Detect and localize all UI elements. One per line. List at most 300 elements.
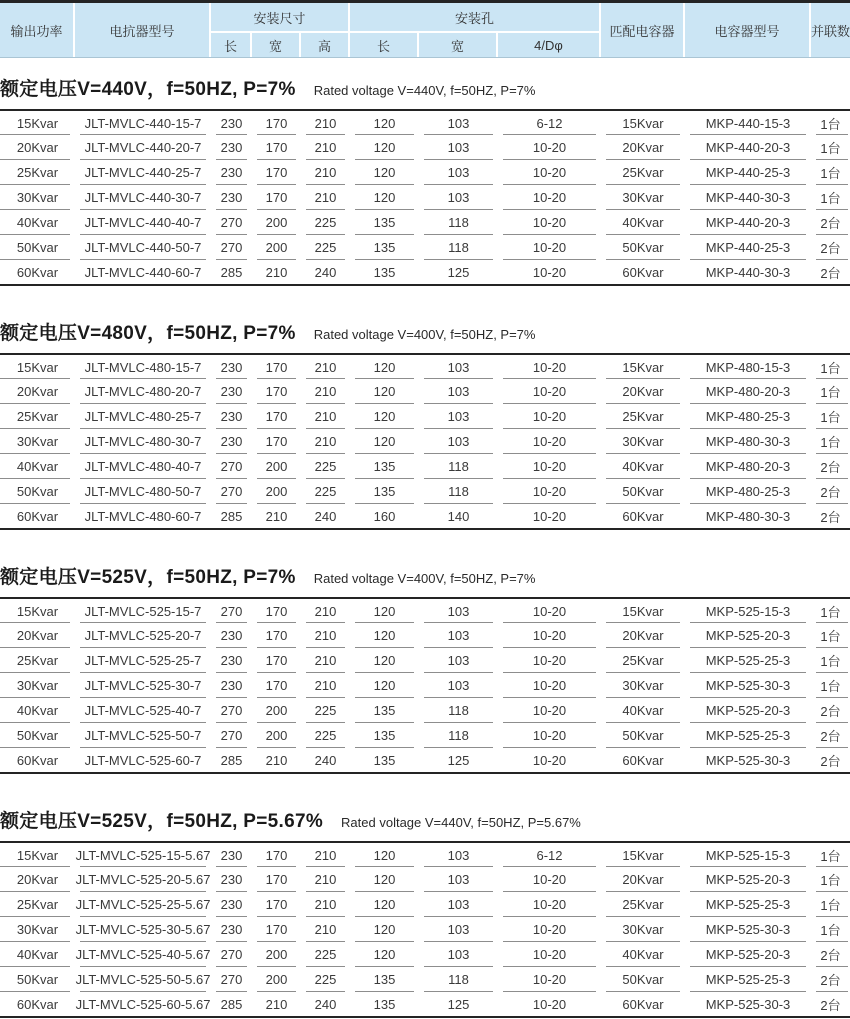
cell-size-width: 170 [252,379,301,404]
cell-size-height: 225 [301,235,350,260]
cell-size-width: 200 [252,967,301,992]
cell-hole-diameter: 10-20 [498,598,601,623]
table-row [0,354,850,379]
table-row [0,235,850,260]
cell-size-length: 230 [211,160,252,185]
cell-hole-length: 120 [350,598,419,623]
cell-capacitor-model: MKP-480-30-3 [685,429,811,454]
cell-size-height: 210 [301,404,350,429]
table-row [0,917,850,942]
section-title-zh: 额定电压V=440V，f=50HZ, P=7% [0,79,296,100]
cell-size-length: 270 [211,454,252,479]
cell-hole-width: 103 [419,135,498,160]
cell-hole-length: 120 [350,673,419,698]
cell-size-height: 210 [301,867,350,892]
cell-size-width: 200 [252,698,301,723]
cell-hole-diameter: 10-20 [498,354,601,379]
cell-size-length: 230 [211,379,252,404]
cell-matching-capacitor: 20Kvar [601,135,685,160]
cell-hole-diameter: 10-20 [498,454,601,479]
section-title [0,562,850,589]
cell-size-width: 200 [252,723,301,748]
cell-hole-width: 103 [419,623,498,648]
cell-output-power: 50Kvar [0,235,75,260]
cell-size-width: 200 [252,210,301,235]
cell-size-height: 210 [301,429,350,454]
cell-output-power: 25Kvar [0,160,75,185]
cell-size-height: 210 [301,598,350,623]
table-row [0,454,850,479]
cell-hole-diameter: 10-20 [498,648,601,673]
cell-parallel-count: 2台 [811,235,850,260]
cell-output-power: 60Kvar [16,264,59,280]
col-header-mounting-size: 安装尺寸 [211,3,350,31]
cell-size-width: 210 [265,264,288,280]
cell-size-width: 200 [252,942,301,967]
cell-parallel-count: 1台 [811,354,850,379]
section-data-table [0,841,850,1018]
cell-size-length: 270 [211,698,252,723]
cell-hole-width: 140 [447,508,470,524]
section-title-zh: 额定电压V=480V，f=50HZ, P=7% [0,323,296,344]
cell-hole-width: 103 [419,892,498,917]
cell-matching-capacitor: 20Kvar [601,379,685,404]
cell-parallel-count: 2台 [820,265,841,281]
cell-hole-diameter: 6-12 [498,110,601,135]
cell-hole-width: 118 [419,454,498,479]
cell-size-length: 230 [211,623,252,648]
cell-capacitor-model: MKP-525-25-3 [685,648,811,673]
cell-hole-length: 135 [350,235,419,260]
cell-parallel-count: 1台 [811,917,850,942]
cell-matching-capacitor: 50Kvar [601,479,685,504]
cell-capacitor-model: MKP-440-25-3 [685,160,811,185]
cell-parallel-count: 1台 [811,379,850,404]
cell-size-width: 170 [252,842,301,867]
cell-output-power: 20Kvar [0,867,75,892]
cell-reactor-model: JLT-MVLC-525-25-5.67 [75,892,211,917]
cell-matching-capacitor: 60Kvar [622,264,664,280]
cell-size-height: 210 [301,135,350,160]
cell-size-length: 270 [211,479,252,504]
cell-output-power: 50Kvar [0,967,75,992]
cell-hole-width: 118 [419,698,498,723]
cell-hole-length: 135 [350,479,419,504]
sections-container [0,74,850,1018]
cell-size-length: 270 [211,967,252,992]
cell-hole-width: 103 [419,867,498,892]
cell-reactor-model: JLT-MVLC-440-20-7 [75,135,211,160]
cell-output-power: 60Kvar [16,508,59,524]
table-row [0,748,850,773]
cell-reactor-model: JLT-MVLC-480-30-7 [75,429,211,454]
cell-size-height: 225 [301,698,350,723]
table-row [0,867,850,892]
cell-reactor-model: JLT-MVLC-440-60-7 [84,264,202,280]
cell-matching-capacitor: 25Kvar [601,404,685,429]
cell-hole-length: 135 [350,454,419,479]
cell-reactor-model: JLT-MVLC-525-60-5.67 [75,996,211,1012]
cell-size-height: 225 [301,479,350,504]
cell-size-length: 230 [211,842,252,867]
cell-hole-diameter: 10-20 [498,698,601,723]
cell-output-power: 40Kvar [0,942,75,967]
cell-matching-capacitor: 30Kvar [601,917,685,942]
col-header-reactor-model: 电抗器型号 [75,3,211,57]
cell-hole-diameter: 10-20 [498,892,601,917]
cell-output-power: 15Kvar [0,842,75,867]
table-row [0,648,850,673]
cell-reactor-model: JLT-MVLC-525-60-7 [84,752,202,768]
col-header-hole-length: 长 [350,31,419,57]
cell-output-power: 40Kvar [0,698,75,723]
cell-matching-capacitor: 60Kvar [622,508,664,524]
cell-hole-length: 135 [373,752,396,768]
cell-capacitor-model: MKP-525-30-3 [685,917,811,942]
cell-hole-length: 160 [373,508,396,524]
cell-size-width: 170 [252,598,301,623]
cell-reactor-model: JLT-MVLC-525-30-5.67 [75,917,211,942]
cell-capacitor-model: MKP-480-30-3 [705,508,791,524]
cell-size-length: 270 [211,210,252,235]
cell-matching-capacitor: 40Kvar [601,698,685,723]
cell-size-height: 210 [301,160,350,185]
cell-parallel-count: 1台 [811,185,850,210]
cell-size-length: 285 [220,752,243,768]
cell-size-width: 170 [252,135,301,160]
section-title [0,318,850,345]
cell-size-height: 240 [314,508,337,524]
table-row [0,504,850,529]
cell-parallel-count: 2台 [811,723,850,748]
section-title-en: Rated voltage V=400V, f=50HZ, P=7% [313,327,536,342]
cell-parallel-count: 2台 [811,942,850,967]
cell-size-width: 170 [252,185,301,210]
cell-hole-length: 120 [350,110,419,135]
cell-reactor-model: JLT-MVLC-480-40-7 [75,454,211,479]
cell-reactor-model: JLT-MVLC-525-15-7 [75,598,211,623]
cell-output-power: 60Kvar [16,752,59,768]
cell-reactor-model: JLT-MVLC-525-20-7 [75,623,211,648]
cell-reactor-model: JLT-MVLC-525-50-7 [75,723,211,748]
spec-section [0,562,850,774]
cell-hole-diameter: 10-20 [498,379,601,404]
cell-capacitor-model: MKP-480-20-3 [685,379,811,404]
cell-size-length: 270 [211,942,252,967]
cell-capacitor-model: MKP-525-20-3 [685,867,811,892]
table-row [0,942,850,967]
cell-hole-length: 120 [350,892,419,917]
cell-matching-capacitor: 25Kvar [601,892,685,917]
cell-output-power: 15Kvar [0,598,75,623]
cell-hole-width: 125 [447,264,470,280]
cell-hole-width: 103 [419,160,498,185]
cell-reactor-model: JLT-MVLC-440-15-7 [75,110,211,135]
cell-matching-capacitor: 40Kvar [601,454,685,479]
cell-matching-capacitor: 30Kvar [601,673,685,698]
cell-parallel-count: 2台 [811,967,850,992]
cell-size-height: 225 [301,454,350,479]
cell-reactor-model: JLT-MVLC-525-20-5.67 [75,867,211,892]
cell-size-height: 210 [301,110,350,135]
cell-reactor-model: JLT-MVLC-525-15-5.67 [75,842,211,867]
table-row [0,404,850,429]
cell-hole-width: 103 [419,673,498,698]
table-row [0,260,850,285]
table-row [0,135,850,160]
cell-size-width: 170 [252,160,301,185]
cell-matching-capacitor: 25Kvar [601,648,685,673]
cell-hole-diameter: 10-20 [498,623,601,648]
cell-hole-length: 120 [350,623,419,648]
cell-size-length: 230 [211,110,252,135]
cell-size-width: 170 [252,429,301,454]
cell-capacitor-model: MKP-525-25-3 [685,892,811,917]
table-row [0,598,850,623]
cell-hole-length: 120 [350,404,419,429]
cell-parallel-count: 2台 [811,454,850,479]
cell-capacitor-model: MKP-525-15-3 [685,842,811,867]
cell-output-power: 30Kvar [0,429,75,454]
cell-hole-width: 103 [419,842,498,867]
cell-parallel-count: 2台 [811,698,850,723]
cell-hole-diameter: 10-20 [498,479,601,504]
cell-capacitor-model: MKP-525-25-3 [685,723,811,748]
cell-hole-width: 103 [419,429,498,454]
table-row [0,892,850,917]
cell-capacitor-model: MKP-440-15-3 [685,110,811,135]
cell-parallel-count: 1台 [811,623,850,648]
cell-hole-width: 118 [419,723,498,748]
cell-size-length: 230 [211,429,252,454]
cell-matching-capacitor: 15Kvar [601,598,685,623]
cell-hole-diameter: 10-20 [498,723,601,748]
cell-matching-capacitor: 25Kvar [601,160,685,185]
col-header-capacitor-model: 电容器型号 [685,3,811,57]
col-header-mounting-holes: 安装孔 [350,3,601,31]
cell-output-power: 30Kvar [0,185,75,210]
cell-size-height: 210 [301,917,350,942]
table-row [0,110,850,135]
cell-size-length: 230 [211,867,252,892]
cell-size-width: 170 [252,892,301,917]
cell-size-width: 170 [252,354,301,379]
cell-matching-capacitor: 15Kvar [601,354,685,379]
cell-size-length: 230 [211,404,252,429]
cell-hole-length: 120 [350,867,419,892]
cell-reactor-model: JLT-MVLC-525-30-7 [75,673,211,698]
cell-reactor-model: JLT-MVLC-480-25-7 [75,404,211,429]
section-title [0,74,850,101]
cell-output-power: 15Kvar [0,110,75,135]
col-header-output-power: 输出功率 [0,3,75,57]
cell-hole-length: 120 [350,379,419,404]
cell-size-height: 210 [301,185,350,210]
cell-output-power: 15Kvar [0,354,75,379]
cell-size-length: 230 [211,917,252,942]
cell-size-width: 170 [252,648,301,673]
cell-matching-capacitor: 50Kvar [601,235,685,260]
cell-output-power: 25Kvar [0,648,75,673]
cell-parallel-count: 1台 [811,598,850,623]
cell-matching-capacitor: 50Kvar [601,967,685,992]
cell-size-height: 210 [301,673,350,698]
cell-size-width: 200 [252,235,301,260]
cell-hole-length: 120 [350,135,419,160]
col-header-size-length: 长 [211,31,252,57]
cell-size-length: 285 [220,264,243,280]
cell-hole-length: 120 [350,185,419,210]
cell-hole-diameter: 10-20 [498,429,601,454]
cell-size-height: 210 [301,623,350,648]
section-title-en: Rated voltage V=440V, f=50HZ, P=5.67% [341,815,581,830]
cell-parallel-count: 1台 [811,648,850,673]
cell-hole-length: 135 [373,264,396,280]
spec-header-table [0,0,850,58]
cell-reactor-model: JLT-MVLC-480-15-7 [75,354,211,379]
cell-hole-width: 103 [419,110,498,135]
cell-parallel-count: 1台 [811,160,850,185]
cell-hole-diameter: 10-20 [498,867,601,892]
cell-size-width: 170 [252,110,301,135]
cell-hole-diameter: 10-20 [498,967,601,992]
cell-size-width: 170 [252,673,301,698]
cell-capacitor-model: MKP-525-30-3 [705,752,791,768]
cell-hole-length: 120 [350,942,419,967]
cell-hole-diameter: 10-20 [498,942,601,967]
cell-size-width: 170 [252,917,301,942]
cell-matching-capacitor: 30Kvar [601,429,685,454]
cell-reactor-model: JLT-MVLC-440-40-7 [75,210,211,235]
section-data-table [0,597,850,774]
spec-section [0,74,850,286]
cell-hole-length: 135 [350,723,419,748]
cell-output-power: 50Kvar [0,723,75,748]
cell-parallel-count: 1台 [811,867,850,892]
cell-parallel-count: 2台 [811,210,850,235]
cell-size-height: 210 [301,379,350,404]
cell-hole-length: 135 [350,967,419,992]
cell-reactor-model: JLT-MVLC-440-30-7 [75,185,211,210]
cell-matching-capacitor: 50Kvar [601,723,685,748]
cell-size-length: 285 [220,996,243,1012]
cell-hole-diameter: 10-20 [532,264,567,280]
cell-capacitor-model: MKP-525-15-3 [685,598,811,623]
cell-hole-length: 120 [350,429,419,454]
table-row [0,429,850,454]
table-row [0,160,850,185]
cell-hole-length: 120 [350,917,419,942]
cell-size-height: 225 [301,210,350,235]
cell-matching-capacitor: 20Kvar [601,867,685,892]
col-header-matching-capacitor: 匹配电容器 [601,3,685,57]
cell-hole-width: 103 [419,598,498,623]
col-header-parallel-count: 并联数 [811,23,850,39]
cell-size-length: 270 [211,598,252,623]
cell-capacitor-model: MKP-480-25-3 [685,479,811,504]
col-header-size-height: 高 [301,31,350,57]
cell-size-height: 240 [314,996,337,1012]
cell-capacitor-model: MKP-480-15-3 [685,354,811,379]
section-title-zh: 额定电压V=525V，f=50HZ, P=7% [0,567,296,588]
cell-hole-diameter: 10-20 [498,917,601,942]
cell-matching-capacitor: 40Kvar [601,942,685,967]
table-row [0,210,850,235]
cell-parallel-count: 1台 [811,673,850,698]
cell-hole-width: 118 [419,967,498,992]
cell-parallel-count: 2台 [811,479,850,504]
cell-reactor-model: JLT-MVLC-525-50-5.67 [75,967,211,992]
cell-parallel-count: 1台 [811,404,850,429]
cell-hole-width: 103 [419,942,498,967]
cell-hole-length: 120 [350,648,419,673]
cell-hole-width: 103 [419,917,498,942]
cell-size-height: 210 [301,354,350,379]
cell-parallel-count: 1台 [811,892,850,917]
cell-matching-capacitor: 60Kvar [622,752,664,768]
cell-hole-length: 120 [350,354,419,379]
cell-size-width: 170 [252,623,301,648]
cell-size-height: 210 [301,842,350,867]
cell-hole-diameter: 10-20 [498,404,601,429]
cell-output-power: 30Kvar [0,917,75,942]
table-row [0,623,850,648]
cell-parallel-count: 2台 [820,509,841,525]
cell-capacitor-model: MKP-440-20-3 [685,135,811,160]
cell-size-height: 210 [301,648,350,673]
cell-size-width: 210 [265,996,288,1012]
section-title-en: Rated voltage V=400V, f=50HZ, P=7% [313,571,536,586]
cell-hole-diameter: 10-20 [498,135,601,160]
cell-capacitor-model: MKP-525-20-3 [685,623,811,648]
cell-hole-width: 118 [419,479,498,504]
cell-output-power: 20Kvar [0,623,75,648]
cell-output-power: 25Kvar [0,404,75,429]
cell-size-height: 240 [314,752,337,768]
cell-output-power: 20Kvar [0,379,75,404]
cell-hole-width: 103 [419,354,498,379]
cell-capacitor-model: MKP-525-30-3 [705,996,791,1012]
cell-output-power: 60Kvar [16,996,59,1012]
spec-section [0,806,850,1018]
cell-parallel-count: 2台 [820,753,841,769]
cell-matching-capacitor: 60Kvar [622,996,664,1012]
cell-hole-width: 103 [419,185,498,210]
cell-reactor-model: JLT-MVLC-525-40-7 [75,698,211,723]
cell-hole-diameter: 10-20 [498,673,601,698]
cell-capacitor-model: MKP-525-20-3 [685,942,811,967]
col-header-hole-width: 宽 [419,31,498,57]
cell-size-length: 230 [211,648,252,673]
col-header-hole-diameter: 4/Dφ [498,31,601,57]
cell-hole-diameter: 10-20 [532,996,567,1012]
cell-parallel-count: 1台 [811,429,850,454]
cell-capacitor-model: MKP-440-20-3 [685,210,811,235]
table-row [0,479,850,504]
cell-hole-length: 135 [350,698,419,723]
cell-capacitor-model: MKP-525-30-3 [685,673,811,698]
cell-hole-width: 103 [419,648,498,673]
cell-size-height: 240 [314,264,337,280]
section-title-zh: 额定电压V=525V，f=50HZ, P=5.67% [0,811,324,832]
cell-size-width: 200 [252,479,301,504]
cell-parallel-count: 2台 [820,997,841,1013]
cell-matching-capacitor: 20Kvar [601,623,685,648]
cell-hole-width: 118 [419,235,498,260]
col-header-size-width: 宽 [252,31,301,57]
cell-capacitor-model: MKP-525-20-3 [685,698,811,723]
cell-hole-length: 135 [350,210,419,235]
